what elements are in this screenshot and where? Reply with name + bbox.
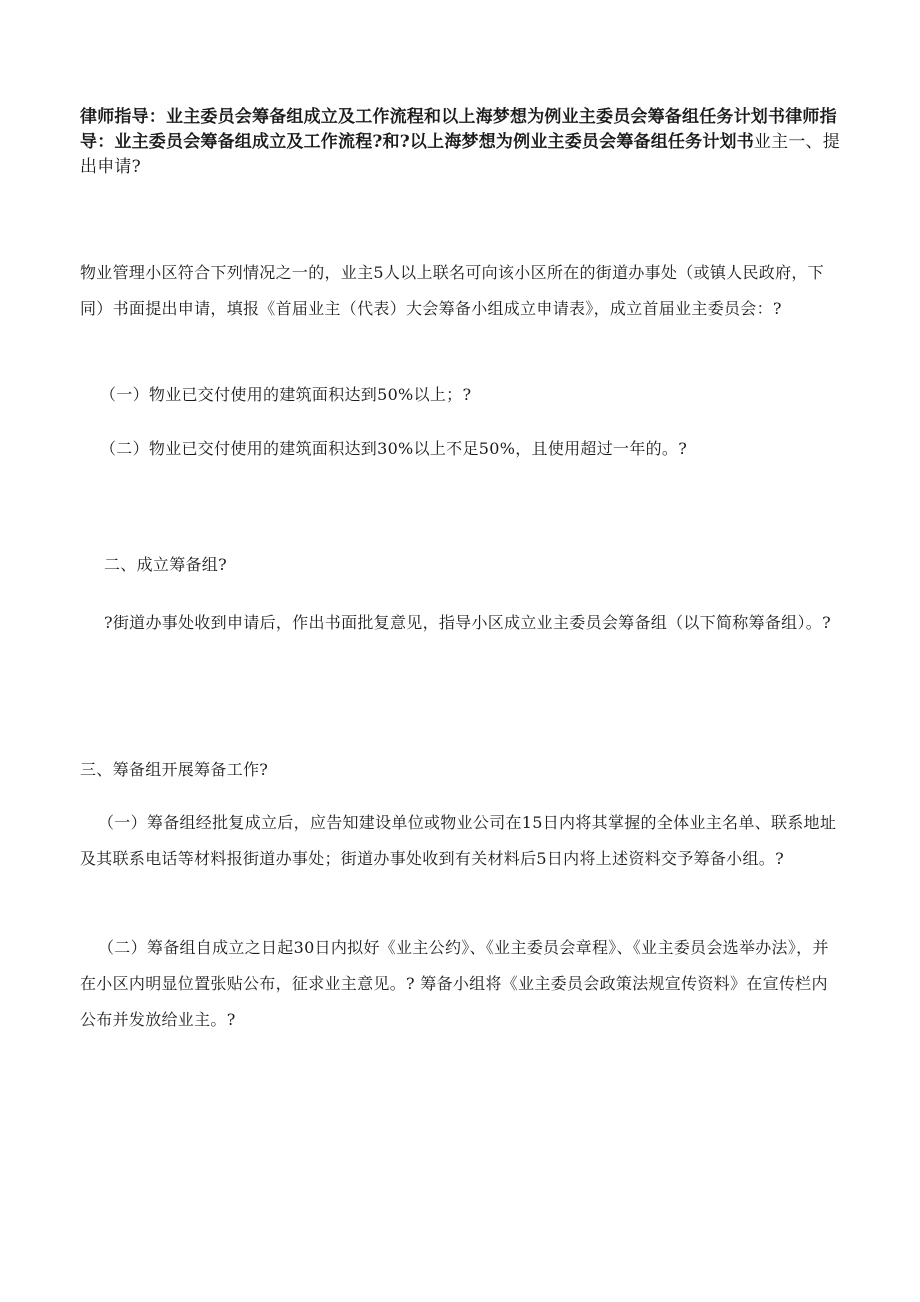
- condition-two: （二）物业已交付使用的建筑面积达到30%以上不足50%，且使用超过一年的。?: [100, 439, 688, 458]
- section-three-item-one: （一）筹备组经批复成立后，应告知建设单位或物业公司在15日内将其掌握的全体业主名单、联系地址及其联系电话等材料报街道办事处；街道办事处收到有关材料后5日内将上述资料交予筹备小组。?: [80, 813, 837, 868]
- condition-one: （一）物业已交付使用的建筑面积达到50%以上；?: [100, 385, 472, 404]
- document-heading: [80, 105, 840, 180]
- intro-paragraph: 物业管理小区符合下列情况之一的，业主5人以上联名可向该小区所在的街道办事处（或镇人民政府，下同）书面提出申请，填报《首届业主（代表）大会筹备小组成立申请表》，成立首届业主委员会：?: [80, 263, 824, 318]
- section-two-title: 二、成立筹备组?: [104, 555, 227, 574]
- section-three-title: 三、筹备组开展筹备工作?: [80, 760, 269, 779]
- heading-tail-text: 业主一、提出申请?: [80, 132, 840, 177]
- heading-bold-text: 律师指导：业主委员会筹备组成立及工作流程和以上海梦想为例业主委员会筹备组任务计划书律师指导：业主委员会筹备组成立及工作流程?和?以上海梦想为例业主委员会筹备组任务计划书: [80, 107, 837, 152]
- section-three-item-two: （二）筹备组自成立之日起30日内拟好《业主公约》、《业主委员会章程》、《业主委员会选举办法》，并在小区内明显位置张贴公布，征求业主意见。? 筹备小组将《业主委员会政策法规宣传资料》在宣传栏内公布并发放给业主。?: [80, 938, 829, 1029]
- section-two-paragraph: ?街道办事处收到申请后，作出书面批复意见，指导小区成立业主委员会筹备组（以下简称筹备组）。?: [104, 613, 831, 632]
